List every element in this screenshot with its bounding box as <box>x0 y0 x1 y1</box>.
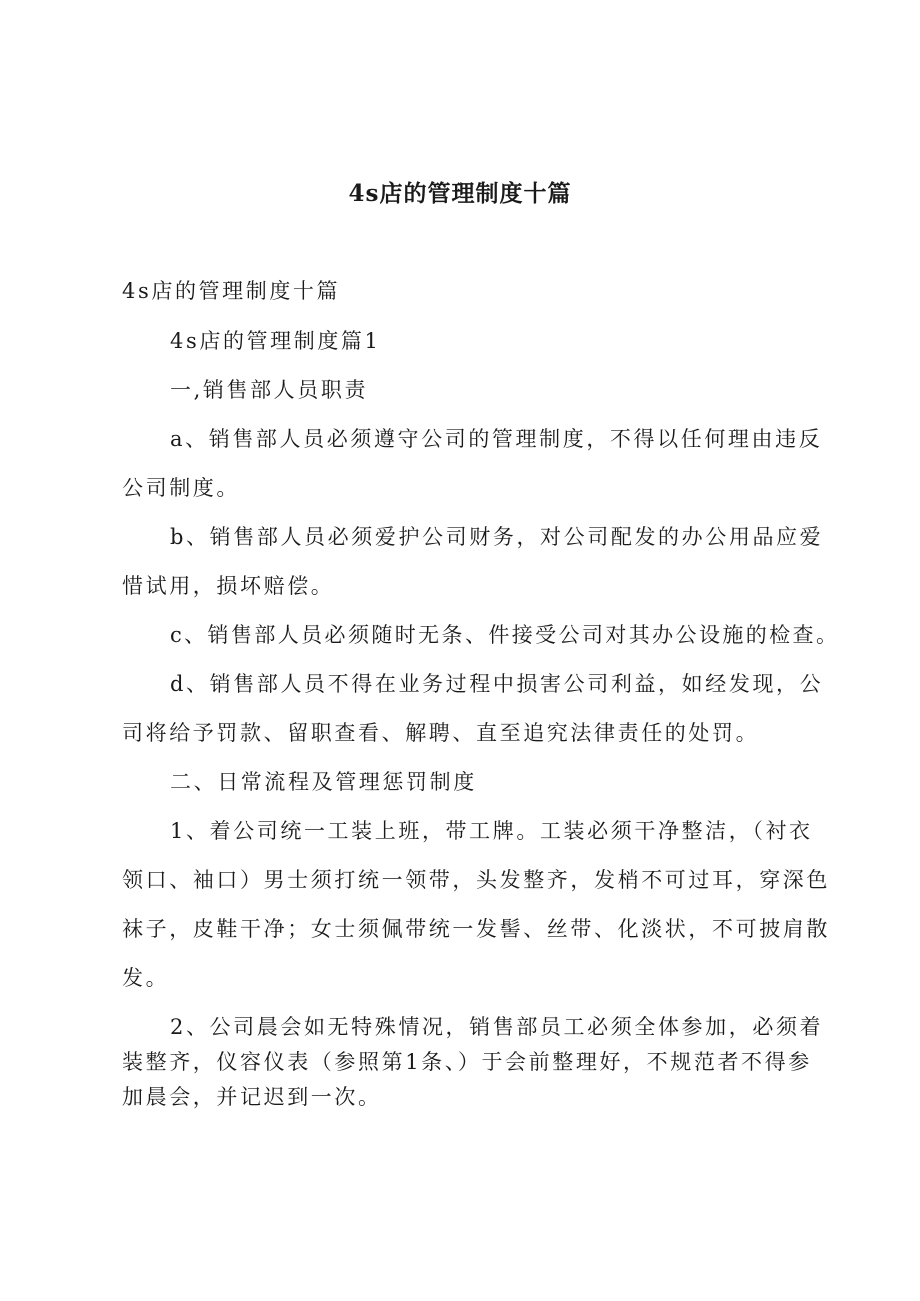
document-heading: 4s店的管理制度十篇 <box>122 279 341 303</box>
paragraph-line: d、销售部人员不得在业务过程中损害公司利益，如经发现，公 <box>170 672 824 696</box>
paragraph-line: 公司制度。 <box>122 476 240 500</box>
paragraph-line: c、销售部人员必须随时无条、件接受公司对其办公设施的检查。 <box>170 623 840 647</box>
paragraph-line: 袜子，皮鞋干净；女士须佩带统一发髻、丝带、化淡状，不可披肩散 <box>122 917 830 941</box>
paragraph-line: 装整齐，仪容仪表（参照第1条、）于会前整理好，不规范者不得参 <box>122 1050 812 1074</box>
paragraph-line: 发。 <box>122 966 170 990</box>
paragraph-line: 惜试用，损坏赔偿。 <box>122 574 335 598</box>
paragraph-line: 加晨会，并记迟到一次。 <box>122 1085 382 1109</box>
document-title: 4s店的管理制度十篇 <box>348 180 572 207</box>
section-heading: 4s店的管理制度篇1 <box>170 329 381 353</box>
paragraph-line: a、销售部人员必须遵守公司的管理制度，不得以任何理由违反 <box>170 427 823 451</box>
subsection-heading: 一,销售部人员职责 <box>170 378 369 402</box>
paragraph-line: 领口、袖口）男士须打统一领带，头发整齐，发梢不可过耳，穿深色 <box>122 868 830 892</box>
paragraph-line: 1、着公司统一工装上班，带工牌。工装必须干净整洁，（衬衣 <box>170 819 813 843</box>
subsection-heading: 二、日常流程及管理惩罚制度 <box>170 770 477 794</box>
paragraph-line: 司将给予罚款、留职查看、解聘、直至追究法律责任的处罚。 <box>122 721 760 745</box>
paragraph-line: 2、公司晨会如无特殊情况，销售部员工必须全体参加，必须着 <box>170 1015 824 1039</box>
paragraph-line: b、销售部人员必须爱护公司财务，对公司配发的办公用品应爱 <box>170 525 824 549</box>
